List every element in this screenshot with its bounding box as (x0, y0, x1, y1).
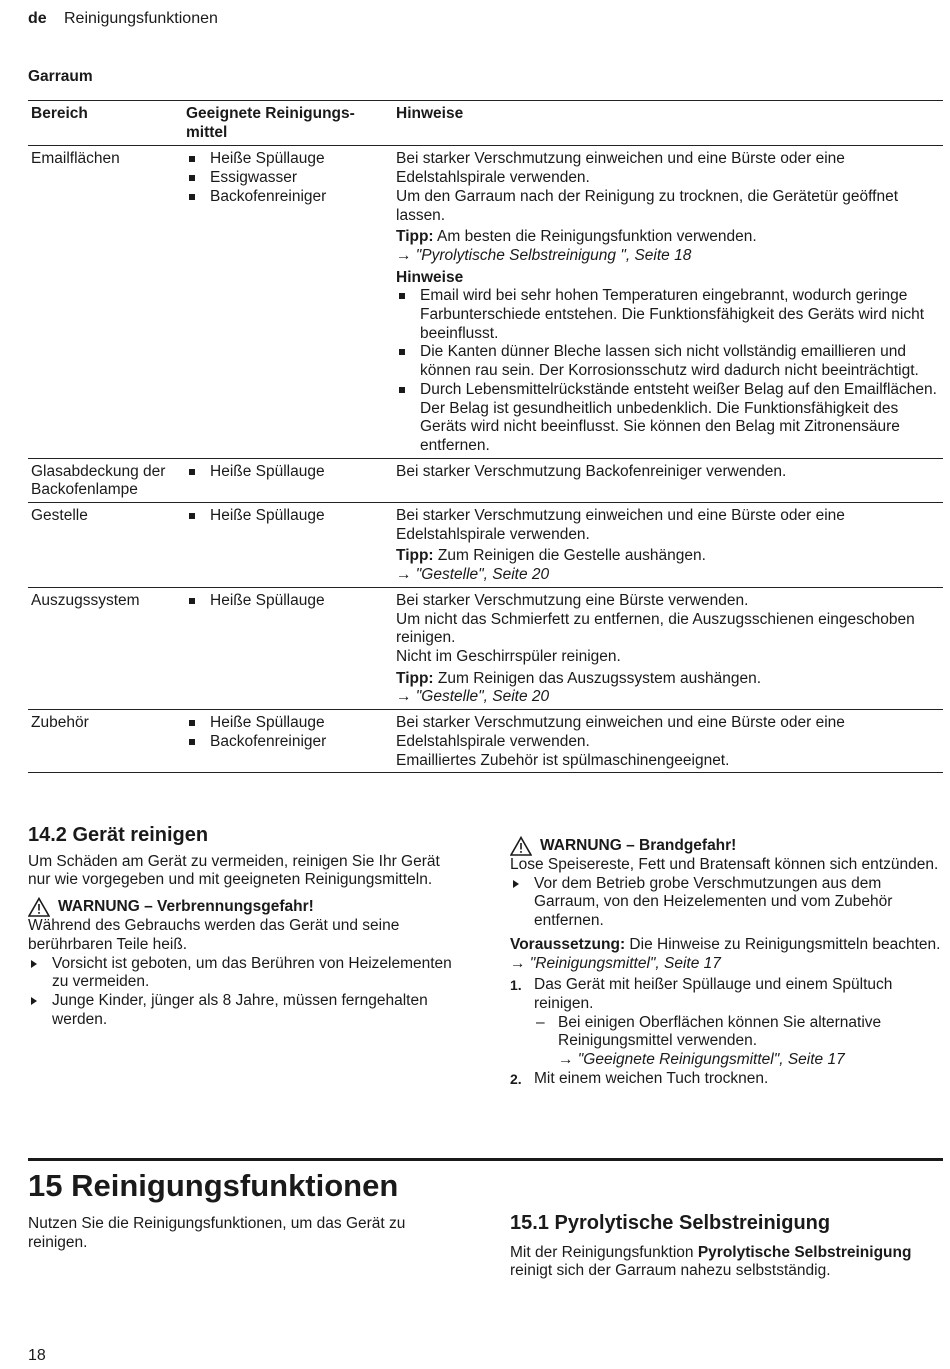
note-text: Bei starker Verschmutzung Backofenreiniger verwenden. (396, 462, 787, 480)
warning-action-item: Vor dem Betrieb grobe Verschmutzungen aus dem Garraum, von den Heizelementen und vom Zubehör entfernen. (510, 875, 942, 931)
agent-item: Heiße Spüllauge (186, 150, 389, 169)
hinweise-heading: Hinweise (396, 268, 464, 286)
prerequisite-label: Voraussetzung: (510, 935, 626, 953)
notes-cell (393, 587, 943, 709)
warning-title: WARNUNG – Brandgefahr! (540, 836, 737, 854)
area-cell: Emailflächen (28, 146, 183, 458)
notes-cell (393, 458, 943, 502)
col-header-area: Bereich (28, 101, 183, 146)
section-intro: Um Schäden am Gerät zu vermeiden, reinigen Sie Ihr Gerät nur wie vorgegeben und mit geeigneten Reinigungsmitteln. (28, 852, 440, 889)
agents-list (186, 714, 389, 751)
warning-fire (510, 836, 942, 856)
note-text: Um nicht das Schmierfett zu entfernen, die Auszugsschienen eingeschoben reinigen. (396, 610, 915, 647)
dash-marker: – (536, 1013, 545, 1031)
tip-body: Am besten die Reinigungsfunktion verwenden. (433, 228, 757, 246)
note-text: Nicht im Geschirrspüler reinigen. (396, 647, 621, 665)
area-cell: Zubehör (28, 710, 183, 773)
agents-cell (183, 146, 393, 458)
agents-list (186, 150, 389, 206)
steps-list (510, 976, 942, 1088)
warning-actions (510, 875, 942, 931)
hinweise-list (396, 287, 939, 455)
col-header-agents: Geeignete Reinigungs- mittel (183, 101, 393, 146)
agents-cell (183, 458, 393, 502)
area-cell: Glasabdeckung der Backofenlampe (28, 458, 183, 502)
agent-item: Backofenreiniger (186, 188, 389, 207)
hinweis-item: Durch Lebensmittelrückstände entsteht weißer Belag auf den Emailflächen. Der Belag ist gesundheitlich unbedenklich. Die Funktionsfähigkeit des Geräts wird nicht beeinflusst. Sie können den Belag mit Zitronensäure entfernen. (396, 381, 939, 456)
warning-action-item: Junge Kinder, jünger als 8 Jahre, müssen ferngehalten werden. (28, 992, 458, 1029)
text-part: reinigt sich der Garraum nahezu selbstständig. (510, 1262, 831, 1280)
step-number: 1. (510, 977, 522, 994)
warning-text: Lose Speisereste, Fett und Bratensaft können sich entzünden. (510, 856, 939, 873)
warning-triangle-icon (510, 836, 532, 856)
tip-body: Zum Reinigen das Auszugssystem aushängen. (433, 669, 762, 687)
prerequisite-text (510, 936, 942, 955)
warning-triangle-icon (28, 897, 50, 917)
warning-action-item: Vorsicht ist geboten, um das Berühren von Heizelementen zu vermeiden. (28, 955, 458, 992)
cross-reference-link[interactable]: → "Pyrolytische Selbstreinigung ", Seite 18 (396, 246, 692, 264)
agents-cell (183, 587, 393, 709)
text-part: Mit der Reinigungsfunktion (510, 1243, 698, 1261)
chapter-15-intro (28, 1215, 468, 1252)
warning-text: Während des Gebrauchs werden das Gerät und seine berührbaren Teile heiß. (28, 917, 400, 953)
area-cell: Auszugssystem (28, 587, 183, 709)
agent-item: Backofenreiniger (186, 733, 389, 752)
step-number: 2. (510, 1070, 522, 1087)
tip-text (396, 547, 939, 566)
tip-body: Zum Reinigen die Gestelle aushängen. (433, 547, 706, 565)
cross-reference-link[interactable]: → "Reinigungsmittel", Seite 17 (510, 954, 721, 972)
agent-item: Heiße Spüllauge (186, 507, 389, 526)
notes-cell (393, 146, 943, 458)
function-name: Pyrolytische Selbstreinigung (697, 1243, 912, 1261)
hinweis-item: Email wird bei sehr hohen Temperaturen eingebrannt, wodurch geringe Farbunterschiede entstehen. Die Funktionsfähigkeit des Geräts wird nicht beeinflusst. (396, 287, 939, 343)
step-subitem (534, 1014, 942, 1070)
note-text: Bei starker Verschmutzung eine Bürste verwenden. (396, 591, 749, 609)
step-text: Mit einem weichen Tuch trocknen. (534, 1069, 769, 1087)
note-text: Bei starker Verschmutzung einweichen und eine Bürste oder eine Edelstahlspirale verwenden. (396, 507, 845, 543)
page-number: 18 (28, 1347, 46, 1364)
table-row (28, 503, 943, 588)
prerequisite-body: Die Hinweise zu Reinigungsmitteln beachten. (625, 935, 941, 953)
note-text: Emailliertes Zubehör ist spülmaschinengeeignet. (396, 751, 730, 769)
agent-item: Heiße Spüllauge (186, 714, 389, 733)
col-header-notes: Hinweise (393, 101, 943, 146)
step-item (510, 976, 942, 1070)
tip-text (396, 228, 939, 247)
tip-label: Tipp: (396, 547, 434, 565)
cleaning-table (28, 100, 943, 773)
section-15-1-text (510, 1244, 935, 1281)
step-subitem-text: Bei einigen Oberflächen können Sie alternative Reinigungsmittel verwenden. (558, 1013, 882, 1050)
table-header-row (28, 101, 943, 146)
note-text: Um den Garraum nach der Reinigung zu trocknen, die Gerätetür geöffnet lassen. (396, 187, 899, 224)
table-row (28, 146, 943, 458)
agents-list (186, 507, 389, 526)
cross-reference-link[interactable]: → "Gestelle", Seite 20 (396, 566, 550, 584)
running-header-title: Reinigungsfunktionen (64, 10, 218, 27)
agents-cell (183, 710, 393, 773)
area-cell: Gestelle (28, 503, 183, 588)
language-code: de (28, 10, 47, 27)
note-text: Bei starker Verschmutzung einweichen und eine Bürste oder eine Edelstahlspirale verwenden. (396, 150, 845, 187)
tip-label: Tipp: (396, 669, 434, 687)
table-row (28, 587, 943, 709)
section-14-2 (28, 826, 458, 1029)
section-label-garraum: Garraum (28, 68, 93, 85)
cross-reference-link[interactable]: → "Gestelle", Seite 20 (396, 688, 550, 706)
agent-item: Heiße Spüllauge (186, 592, 389, 611)
warning-burn (28, 897, 458, 917)
chapter-divider (28, 1158, 943, 1161)
step-item (510, 1070, 942, 1089)
agent-item: Essigwasser (186, 169, 389, 188)
section-heading-15-1: 15.1 Pyrolytische Selbstreinigung (510, 1212, 831, 1234)
agents-cell (183, 503, 393, 588)
note-text: Bei starker Verschmutzung einweichen und eine Bürste oder eine Edelstahlspirale verwenden. (396, 714, 845, 750)
table-row (28, 458, 943, 502)
chapter-intro-text: Nutzen Sie die Reinigungsfunktionen, um das Gerät zu reinigen. (28, 1215, 406, 1251)
agents-list (186, 592, 389, 611)
step-text: Das Gerät mit heißer Spüllauge und einem Spültuch reinigen. (534, 976, 893, 1012)
warning-actions (28, 955, 458, 1030)
section-14-2-continued (510, 836, 942, 1088)
chapter-heading-15: 15 Reinigungsfunktionen (28, 1168, 399, 1203)
notes-cell (393, 503, 943, 588)
cross-reference-link[interactable]: → "Geeignete Reinigungsmittel", Seite 17 (558, 1051, 845, 1069)
warning-title: WARNUNG – Verbrennungsgefahr! (58, 897, 314, 915)
notes-cell (393, 710, 943, 773)
hinweis-item: Die Kanten dünner Bleche lassen sich nicht vollständig emaillieren und können rau sein. Der Korrosionsschutz wird dadurch nicht beeinträchtigt. (396, 343, 939, 380)
agent-item: Heiße Spüllauge (186, 463, 389, 482)
section-heading-14-2: 14.2 Gerät reinigen (28, 824, 209, 846)
tip-text (396, 670, 939, 689)
table-row (28, 710, 943, 773)
tip-label: Tipp: (396, 228, 434, 246)
section-15-1 (510, 1214, 935, 1281)
agents-list (186, 463, 389, 482)
